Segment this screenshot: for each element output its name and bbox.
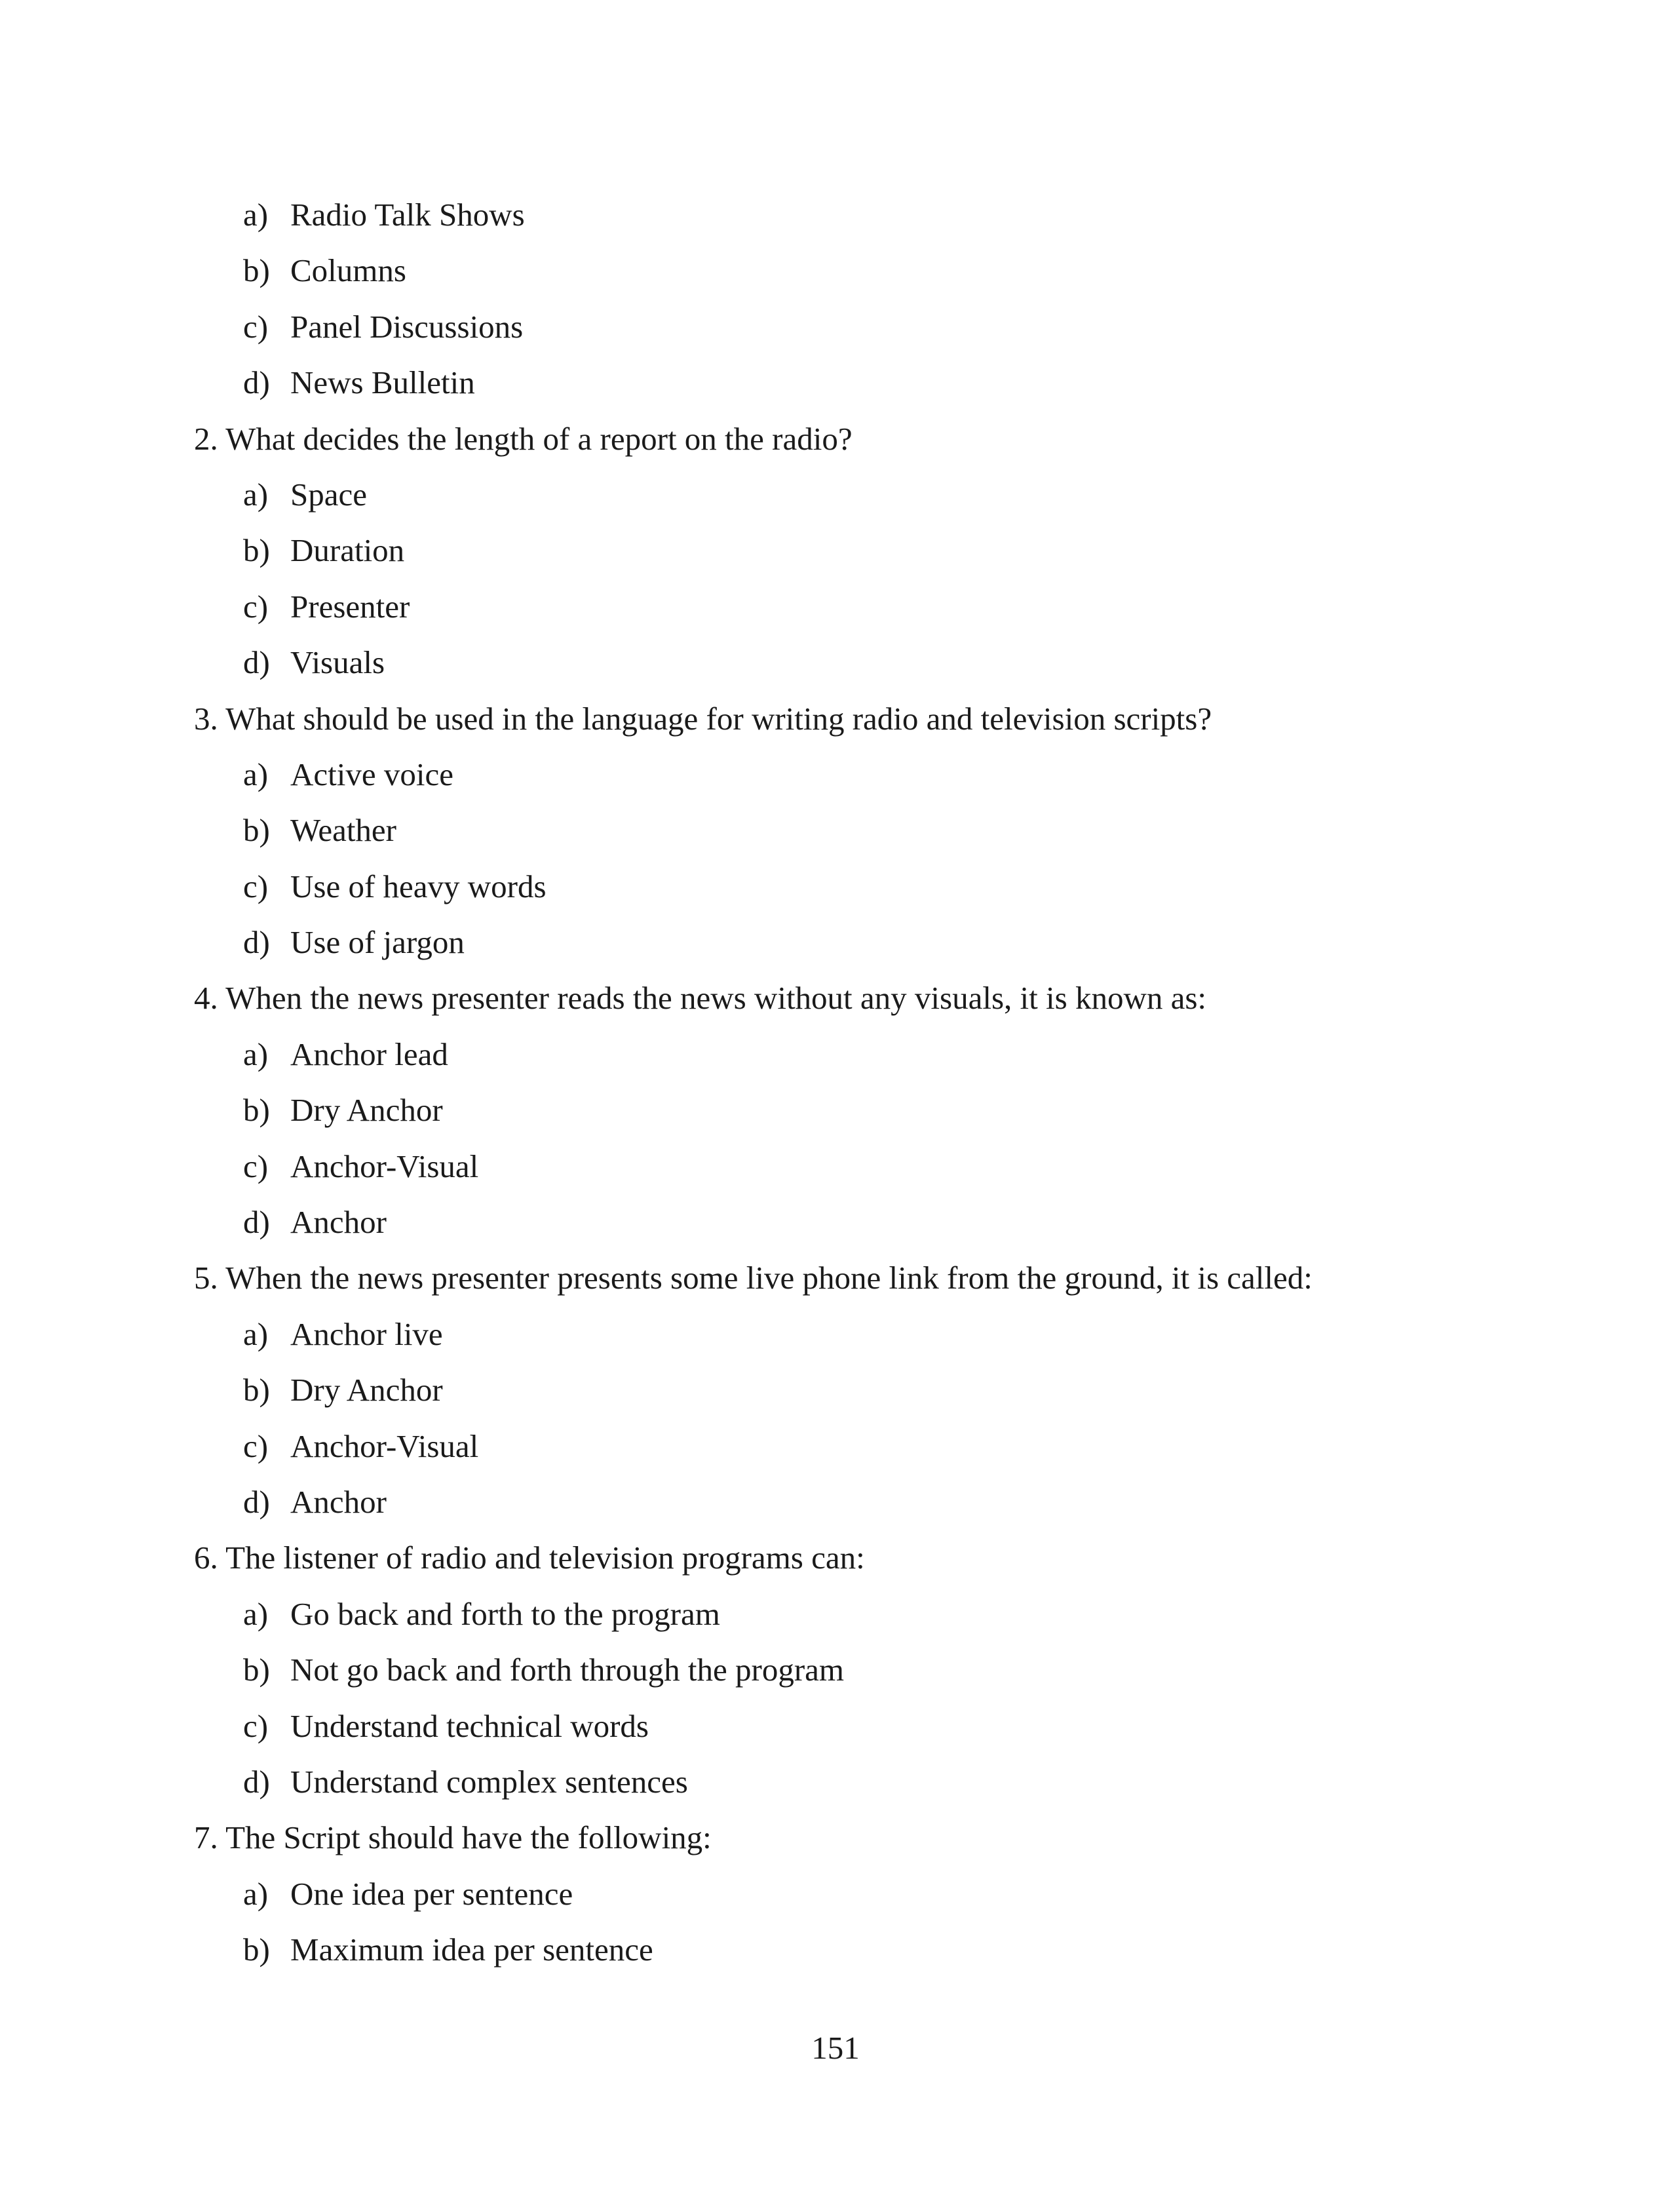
option-text: Presenter [290,588,410,625]
option-letter: b) [243,1092,270,1129]
answer-option [194,802,1505,858]
option-letter: c) [243,588,269,625]
question-text: 6. The listener of radio and television programs can: [194,1540,865,1576]
option-letter: c) [243,1148,269,1184]
answer-option [194,243,1505,298]
option-text: Anchor [290,1204,387,1241]
answer-option [194,1418,1505,1474]
option-letter: b) [243,1931,270,1968]
option-text: Weather [290,812,397,849]
option-letter: b) [243,532,270,569]
answer-option [194,859,1505,914]
question-text: 2. What decides the length of a report on the radio? [194,420,853,457]
option-letter: d) [243,1763,270,1800]
option-text: Anchor-Visual [290,1427,479,1464]
option-letter: b) [243,1652,270,1688]
option-letter: a) [243,1595,269,1632]
option-text: Anchor live [290,1315,443,1352]
answer-option [194,1082,1505,1138]
answer-option [194,1866,1505,1922]
option-text: Use of heavy words [290,868,547,904]
page-number: 151 [811,2030,860,2066]
question-text: 4. When the news presenter reads the news without any visuals, it is known as: [194,980,1207,1017]
answer-option [194,747,1505,802]
answer-option [194,1586,1505,1642]
answer-option [194,1138,1505,1194]
question-text: 3. What should be used in the language for writing radio and television scripts? [194,700,1212,737]
option-text: Understand technical words [290,1707,649,1744]
answer-option [194,299,1505,355]
option-letter: b) [243,812,270,849]
option-letter: a) [243,756,269,792]
option-text: Anchor-Visual [290,1148,479,1184]
option-text: Anchor lead [290,1036,448,1072]
option-text: Visuals [290,644,385,681]
option-letter: a) [243,1875,269,1912]
option-text: One idea per sentence [290,1875,573,1912]
option-text: Anchor [290,1483,387,1520]
option-letter: a) [243,476,269,513]
question-text: 5. When the news presenter presents some live phone link from the ground, it is called: [194,1260,1313,1296]
option-text: Columns [290,252,406,289]
option-text: Understand complex sentences [290,1763,688,1800]
option-text: News Bulletin [290,364,475,401]
option-letter: d) [243,644,270,681]
option-letter: d) [243,924,270,961]
answer-option [194,1362,1505,1418]
option-letter: a) [243,197,269,233]
option-letter: c) [243,868,269,904]
option-text: Space [290,476,367,513]
answer-option [194,1306,1505,1362]
option-text: Maximum idea per sentence [290,1931,653,1968]
answer-option [194,355,1505,410]
question-text: 7. The Script should have the following: [194,1819,712,1856]
answer-option [194,579,1505,634]
option-text: Active voice [290,756,453,792]
option-text: Go back and forth to the program [290,1595,720,1632]
option-letter: d) [243,1204,270,1241]
option-letter: c) [243,1427,269,1464]
option-text: Dry Anchor [290,1092,443,1129]
answer-option [194,1642,1505,1698]
option-letter: c) [243,308,269,345]
option-text: Not go back and forth through the program [290,1652,845,1688]
answer-option [194,1922,1505,1977]
answer-option [194,467,1505,522]
option-letter: d) [243,1483,270,1520]
answer-option [194,1474,1505,1530]
answer-option [194,1754,1505,1810]
option-letter: c) [243,1707,269,1744]
option-letter: a) [243,1036,269,1072]
option-text: Panel Discussions [290,308,524,345]
answer-option [194,187,1505,243]
option-letter: b) [243,252,270,289]
answer-option [194,1194,1505,1250]
option-letter: b) [243,1372,270,1408]
answer-option [194,914,1505,970]
option-text: Dry Anchor [290,1372,443,1408]
question-list [194,187,1505,1978]
option-text: Use of jargon [290,924,465,961]
answer-option [194,1026,1505,1082]
answer-option [194,1698,1505,1754]
answer-option [194,522,1505,578]
option-text: Duration [290,532,405,569]
option-text: Radio Talk Shows [290,197,525,233]
option-letter: d) [243,364,270,401]
answer-option [194,634,1505,690]
option-letter: a) [243,1315,269,1352]
